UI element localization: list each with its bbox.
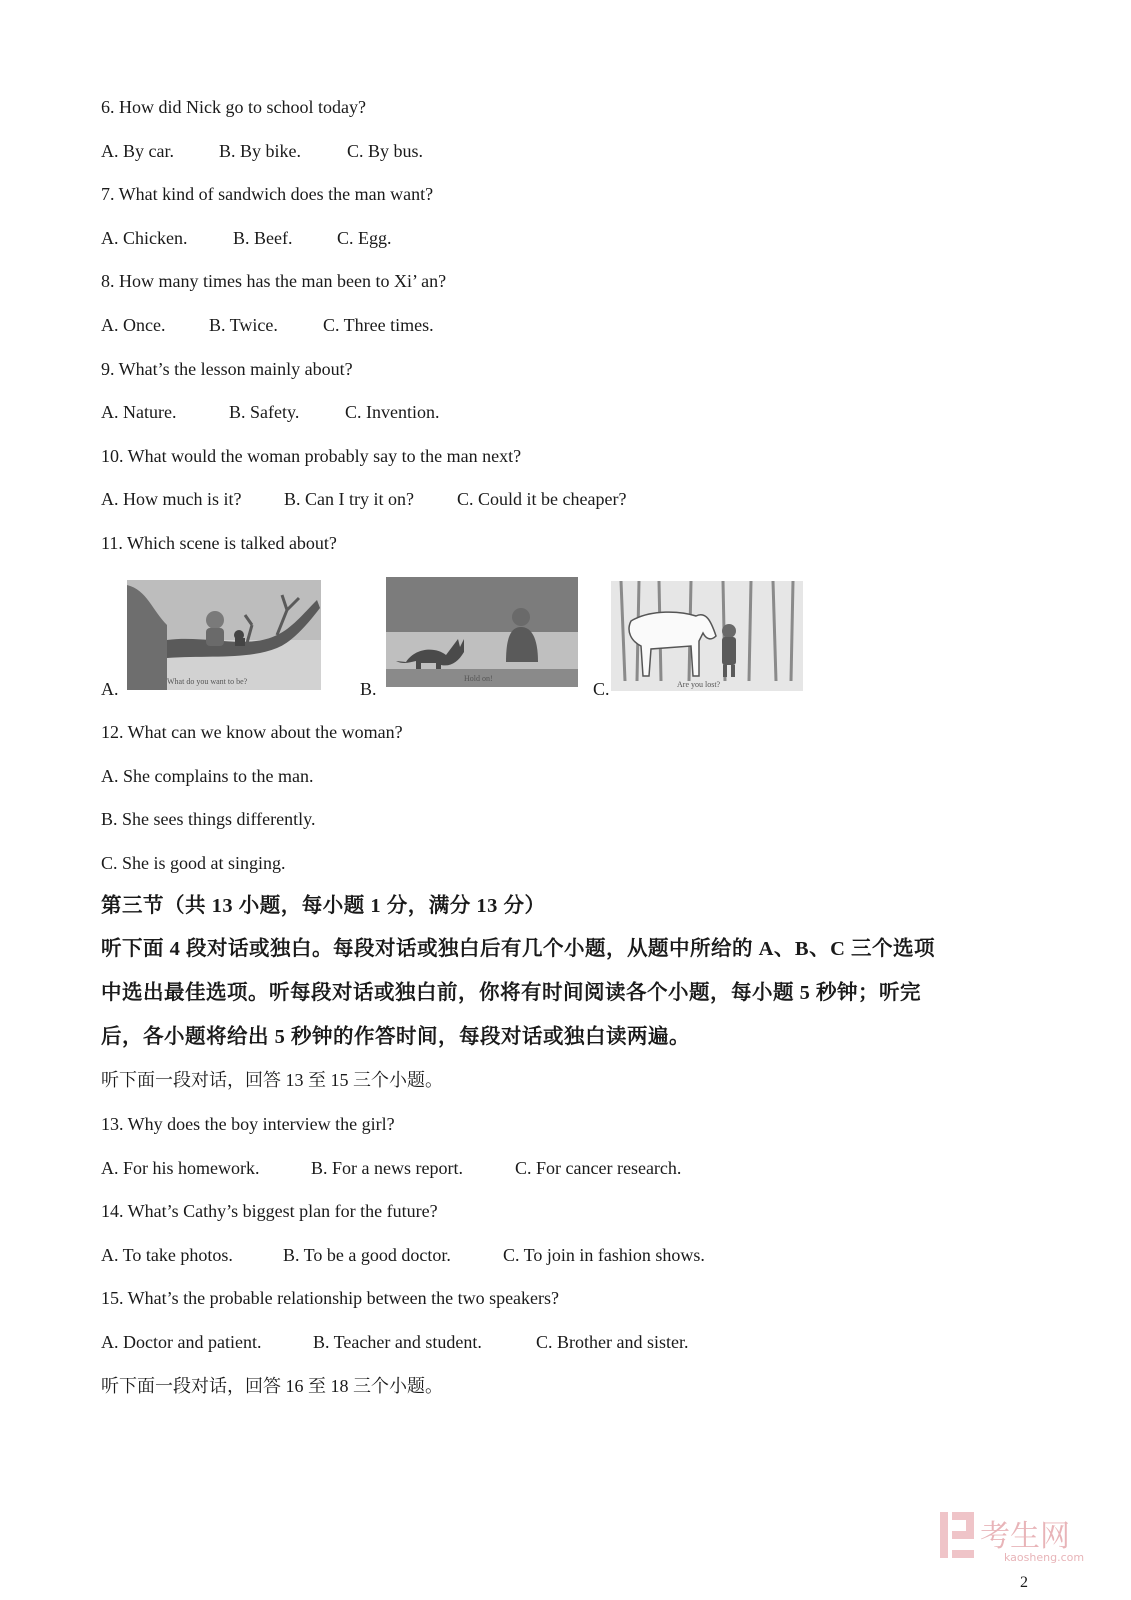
page-number: 2 [1020,1574,1028,1591]
option-8c: C. Three times. [323,315,434,335]
picture-a-label: A. [101,679,119,699]
watermark-subtext: kaosheng.com [1004,1551,1085,1564]
question-6: 6. How did Nick go to school today? [101,97,366,117]
watermark-logo [940,1512,1090,1569]
section-3-heading: 第三节（共 13 小题，每小题 1 分，满分 13 分） [101,895,546,917]
question-9: 9. What’s the lesson mainly about? [101,359,353,379]
option-15c: C. Brother and sister. [536,1332,689,1352]
question-7: 7. What kind of sandwich does the man want? [101,184,434,204]
option-14a: A. To take photos. [101,1245,233,1265]
option-10a: A. How much is it? [101,489,242,509]
picture-b-label: B. [360,679,377,699]
picture-b-caption: Hold on! [464,674,493,683]
option-15a: A. Doctor and patient. [101,1332,262,1352]
question-12: 12. What can we know about the woman? [101,722,403,742]
instructions-line-1: 听下面 4 段对话或独白。每段对话或独白后有几个小题，从题中所给的 A、B、C 三个选项 [101,938,936,960]
option-9b: B. Safety. [229,402,300,422]
option-7c: C. Egg. [337,228,392,248]
option-6b: B. By bike. [219,141,302,161]
option-7b: B. Beef. [233,228,293,248]
question-8: 8. How many times has the man been to Xi’ an? [101,271,447,291]
picture-a-tree-scene [127,580,321,690]
option-12c: C. She is good at singing. [101,853,286,873]
dialog-intro-16-18: 听下面一段对话，回答 16 至 18 三个小题。 [101,1376,443,1396]
option-10c: C. Could it be cheaper? [457,489,627,509]
picture-c-horse-scene [611,581,803,691]
option-12b: B. She sees things differently. [101,809,316,829]
watermark-text: 考生网 [980,1519,1070,1554]
option-8b: B. Twice. [209,315,278,335]
question-14: 14. What’s Cathy’s biggest plan for the future? [101,1201,438,1221]
option-7a: A. Chicken. [101,228,188,248]
option-6c: C. By bus. [347,141,424,161]
question-15: 15. What’s the probable relationship between the two speakers? [101,1288,560,1308]
option-14b: B. To be a good doctor. [283,1245,451,1265]
option-9c: C. Invention. [345,402,440,422]
option-13a: A. For his homework. [101,1158,260,1178]
option-10b: B. Can I try it on? [284,489,414,509]
question-10: 10. What would the woman probably say to the man next? [101,446,522,466]
option-6a: A. By car. [101,141,174,161]
option-13b: B. For a news report. [311,1158,463,1178]
option-15b: B. Teacher and student. [313,1332,482,1352]
question-11: 11. Which scene is talked about? [101,533,337,553]
option-12a: A. She complains to the man. [101,766,314,786]
picture-b-fox-scene [386,577,578,687]
option-8a: A. Once. [101,315,166,335]
option-9a: A. Nature. [101,402,177,422]
question-13: 13. Why does the boy interview the girl? [101,1114,395,1134]
instructions-line-2: 中选出最佳选项。听每段对话或独白前，你将有时间阅读各个小题，每小题 5 秒钟；听完 [101,982,921,1004]
option-13c: C. For cancer research. [515,1158,682,1178]
instructions-line-3: 后，各小题将给出 5 秒钟的作答时间，每段对话或独白读两遍。 [101,1026,690,1048]
picture-a-caption: What do you want to be? [167,677,248,686]
picture-c-caption: Are you lost? [677,680,721,689]
option-14c: C. To join in fashion shows. [503,1245,705,1265]
picture-c-label: C. [593,679,610,699]
dialog-intro-13-15: 听下面一段对话，回答 13 至 15 三个小题。 [101,1070,443,1090]
